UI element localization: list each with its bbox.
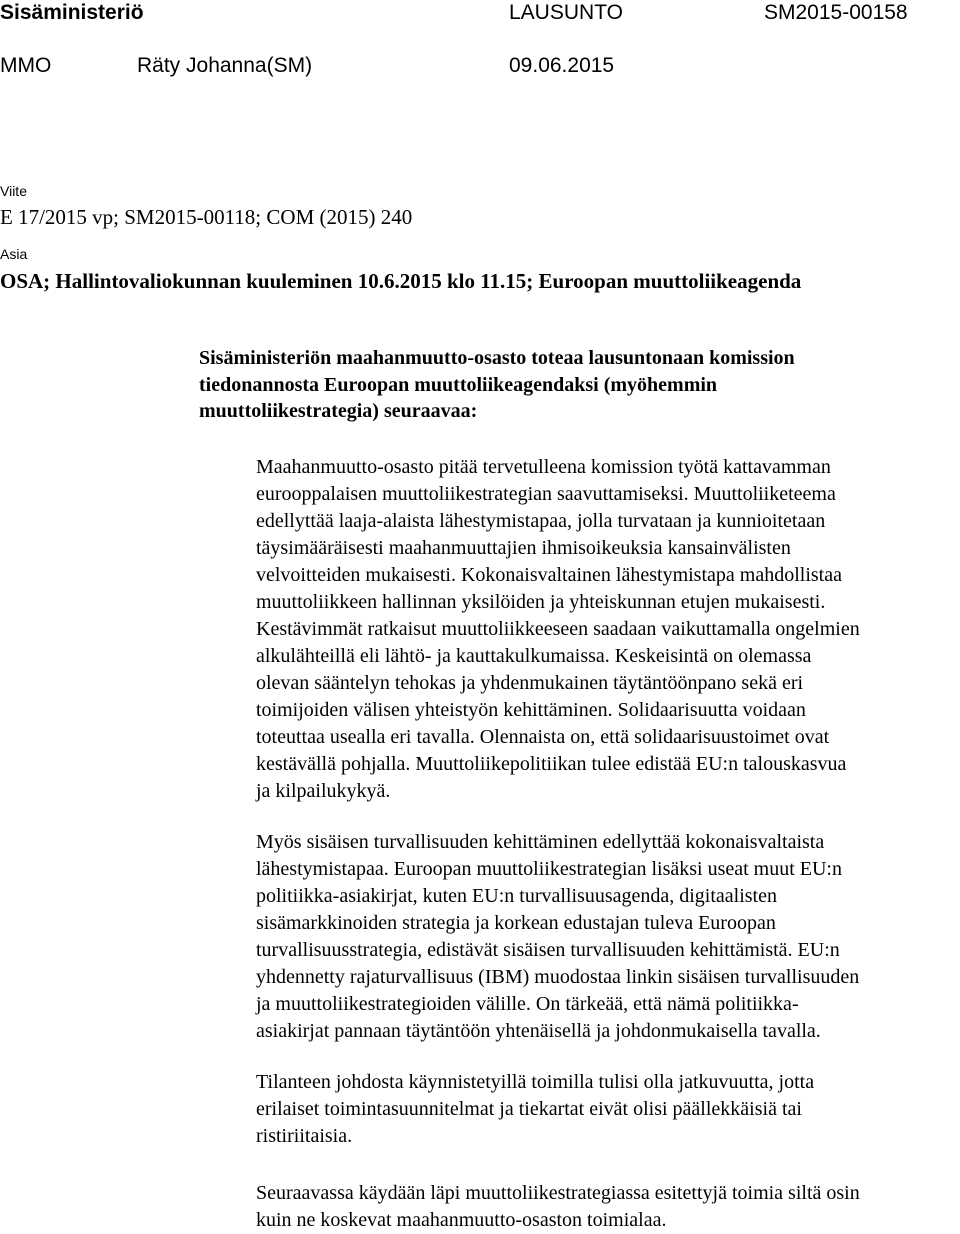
paragraph-line: ja kilpailukykyä. (256, 780, 391, 802)
paragraph-line: politiikka-asiakirjat, kuten EU:n turvallisuusagenda, digitaalisten (256, 885, 777, 907)
paragraph-line: velvoitteiden mukaisesti. Kokonaisvaltainen lähestymistapa mahdollistaa (256, 564, 842, 586)
subject-label: Asia (0, 246, 28, 262)
paragraph-line: ristiriitaisia. (256, 1125, 353, 1147)
intro-line: tiedonannosta Euroopan muuttoliikeagendaksi (myöhemmin (199, 373, 718, 396)
paragraph-line: asiakirjat pannaan täytäntöön yhtenäisellä ja johdonmukaisella tavalla. (256, 1020, 821, 1042)
paragraph-line: Maahanmuutto-osasto pitää tervetulleena komission työtä kattavamman (256, 456, 831, 478)
subject-value: OSA; Hallintovaliokunnan kuuleminen 10.6.2015 klo 11.15; Euroopan muuttoliikeagenda (0, 269, 802, 293)
paragraph-line: yhdennetty rajaturvallisuus (IBM) muodostaa linkin sisäisen turvallisuuden (256, 966, 860, 988)
reference-value: E 17/2015 vp; SM2015-00118; COM (2015) 240 (0, 205, 413, 229)
paragraph-line: Kestävimmät ratkaisut muuttoliikkeeseen saadaan vaikuttamalla ongelmien (256, 618, 860, 640)
paragraph-line: täysimääräisesti maahanmuuttajien ihmisoikeuksia kansainvälisten (256, 537, 791, 559)
body-paragraph-2 (256, 829, 958, 1045)
intro-line: muuttoliikestrategia) seuraavaa: (199, 400, 478, 422)
paragraph-line: eurooppalaisen muuttoliikestrategian saavuttamiseksi. Muuttoliiketeema (256, 483, 836, 505)
paragraph-line: kestävällä pohjalla. Muuttoliikepolitiikan tulee edistää EU:n talouskasvua (256, 753, 847, 775)
paragraph-line: toimijoiden välisen yhteistyön kehittäminen. Solidaarisuutta voidaan (256, 699, 806, 721)
paragraph-line: muuttoliikkeen hallinnan yksilöiden ja yhteiskunnan etujen mukaisesti. (256, 591, 826, 613)
paragraph-line: olevan sääntelyn tehokas ja yhdenmukainen täytäntöönpano sekä eri (256, 672, 804, 694)
body-paragraph-1 (256, 454, 958, 805)
paragraph-line: ja muuttoliikestrategioiden välille. On tärkeää, että nämä politiikka- (256, 993, 799, 1015)
body-paragraph-4 (256, 1180, 958, 1234)
intro-line: Sisäministeriön maahanmuutto-osasto toteaa lausuntonaan komission (199, 347, 795, 369)
reference-label: Viite (0, 183, 27, 199)
unit-code: MMO (0, 54, 52, 77)
paragraph-line: lähestymistapaa. Euroopan muuttoliikestrategian lisäksi useat muut EU:n (256, 858, 842, 880)
paragraph-line: erilaiset toimintasuunnitelmat ja tiekartat eivät olisi päällekkäisiä tai (256, 1098, 802, 1120)
intro-paragraph (199, 345, 799, 425)
paragraph-line: alkulähteillä eli lähtö- ja kauttakulkumaissa. Keskeisintä on olemassa (256, 645, 812, 667)
paragraph-line: Seuraavassa käydään läpi muuttoliikestrategiassa esitettyjä toimia siltä osin (256, 1182, 860, 1204)
paragraph-line: turvallisuusstrategia, edistävät sisäisen turvallisuuden kehittämistä. EU:n (256, 939, 840, 961)
paragraph-line: edellyttää laaja-alaista lähestymistapaa, jolla turvataan ja kunnioitetaan (256, 510, 826, 532)
paragraph-line: kuin ne koskevat maahanmuutto-osaston toimialaa. (256, 1209, 667, 1231)
document-id: SM2015-00158 (764, 1, 908, 24)
paragraph-line: Tilanteen johdosta käynnistetyillä toimilla tulisi olla jatkuvuutta, jotta (256, 1071, 815, 1093)
organization-name: Sisäministeriö (0, 1, 144, 24)
body-paragraph-3 (256, 1069, 958, 1150)
paragraph-line: toteuttaa usealla eri tavalla. Olennaista on, että solidaarisuustoimet ovat (256, 726, 830, 748)
paragraph-line: sisämarkkinoiden strategia ja korkean edustajan tuleva Euroopan (256, 912, 776, 934)
paragraph-line: Myös sisäisen turvallisuuden kehittäminen edellyttää kokonaisvaltaista (256, 831, 825, 853)
document-date: 09.06.2015 (509, 54, 615, 77)
document-type: LAUSUNTO (509, 1, 623, 24)
author-name: Räty Johanna(SM) (137, 54, 313, 77)
